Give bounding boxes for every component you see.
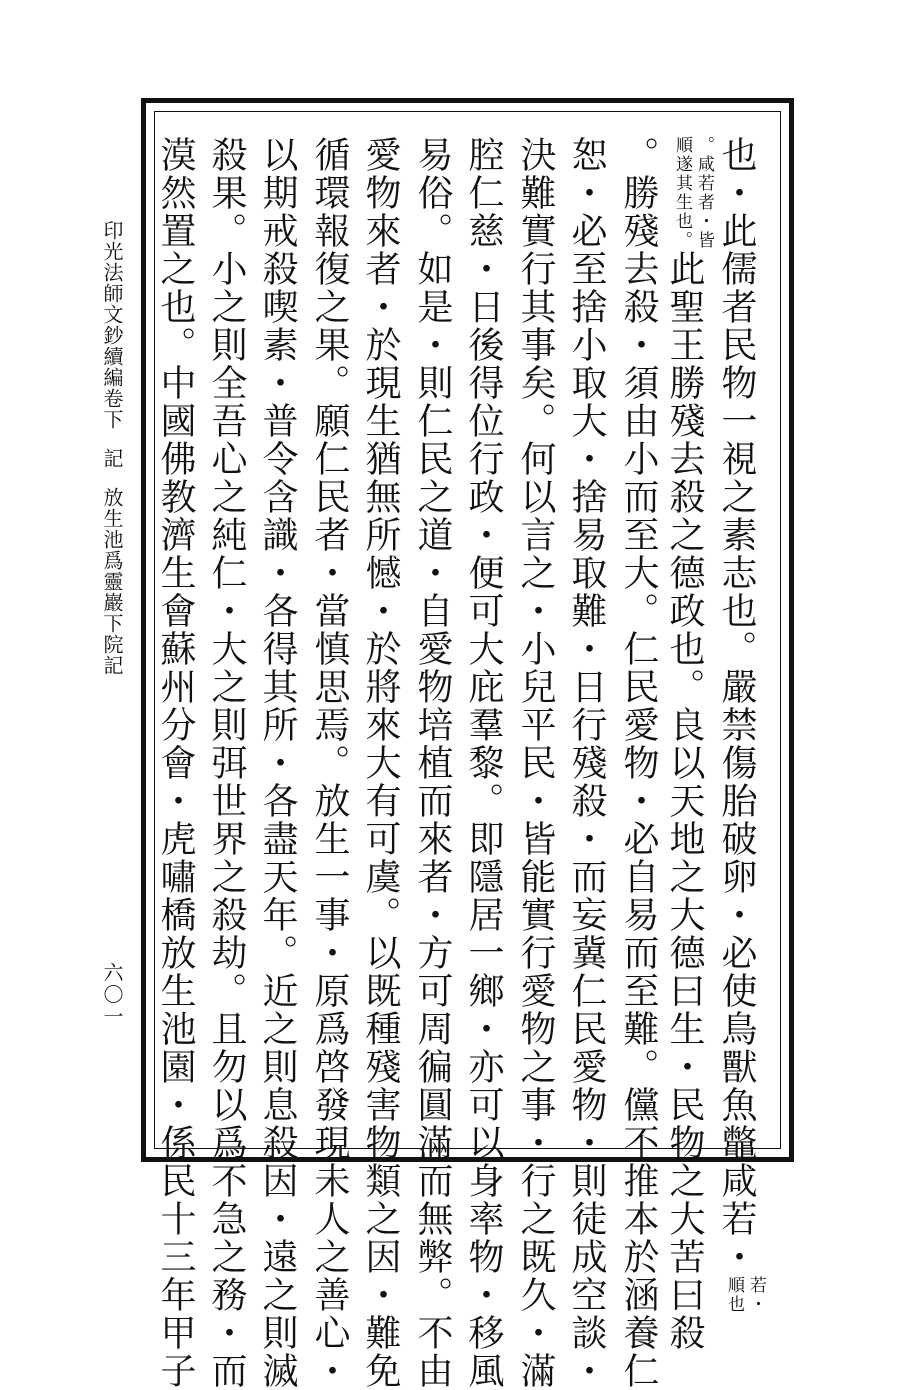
- text-column-10: [251, 136, 303, 1390]
- text-column-1: [715, 136, 767, 1314]
- annotation-line: 。咸若者・皆: [694, 136, 714, 250]
- column-text: 易俗。如是・則仁民之道・自愛物培植而來者・方可周徧圓滿而無弊。不由: [412, 136, 453, 1390]
- annotation-line: 順遂其生也。: [672, 136, 692, 250]
- text-column-5: [509, 136, 561, 1390]
- page-number: 六〇一: [100, 962, 124, 1028]
- annotation-line: 順也: [724, 1276, 744, 1314]
- text-column-2: [663, 136, 715, 1352]
- column-text: 腔仁慈・日後得位行政・便可大庇羣黎。即隱居一鄉・亦可以身率物・移風: [463, 136, 504, 1390]
- inline-annotation: [723, 1276, 767, 1314]
- text-column-11: [200, 136, 252, 1390]
- column-text: 殺果。小之則全吾心之純仁・大之則弭世界之殺劫。且勿以爲不急之務・而: [206, 136, 247, 1390]
- column-text: 以期戒殺喫素・普令含識・各得其所・各盡天年。近之則息殺因・遠之則滅: [257, 136, 298, 1390]
- column-text: 愛物來者・於現生猶無所憾・於將來大有可虞。以既種殘害物類之因・難免: [360, 136, 401, 1390]
- text-column-3: [612, 136, 664, 1390]
- section-label: 記: [100, 448, 124, 469]
- column-text: 循環報復之果。願仁民者・當慎思焉。放生一事・原爲啓發現未人之善心・: [309, 136, 350, 1390]
- book-title: 印光法師文鈔續編卷下: [100, 220, 124, 430]
- running-header: [92, 220, 132, 676]
- text-column-7: [406, 136, 458, 1390]
- text-column-6: [457, 136, 509, 1390]
- text-frame: [141, 98, 794, 1390]
- inline-annotation: [671, 136, 715, 250]
- text-column-12: [149, 136, 201, 1390]
- column-text: 此聖王勝殘去殺之德政也。良以天地之大德曰生・民物之大苦曰殺: [664, 250, 705, 1352]
- text-column-4: [560, 136, 612, 1390]
- column-text: 決難實行其事矣。何以言之・小兒平民・皆能實行愛物之事・行之既久・滿: [515, 136, 556, 1390]
- annotation-line: 若・: [746, 1276, 766, 1314]
- column-text: 。勝殘去殺・須由小而至大。仁民愛物・必自易而至難。儻不推本於涵養仁: [618, 136, 659, 1390]
- text-column-9: [303, 136, 355, 1390]
- column-text: 恕・必至捨小取大・捨易取難・日行殘殺・而妄冀仁民愛物・則徒成空談・: [566, 136, 607, 1390]
- text-column-8: [354, 136, 406, 1390]
- column-text: 漠然置之也。中國佛教濟生會蘇州分會・虎嘯橋放生池園・係民十三年甲子: [155, 136, 196, 1390]
- chapter-title: 放生池爲靈巖下院記: [100, 487, 124, 676]
- column-text: 也・此儒者民物一視之素志也。嚴禁傷胎破卵・必使鳥獸魚鼈咸若・: [716, 136, 757, 1276]
